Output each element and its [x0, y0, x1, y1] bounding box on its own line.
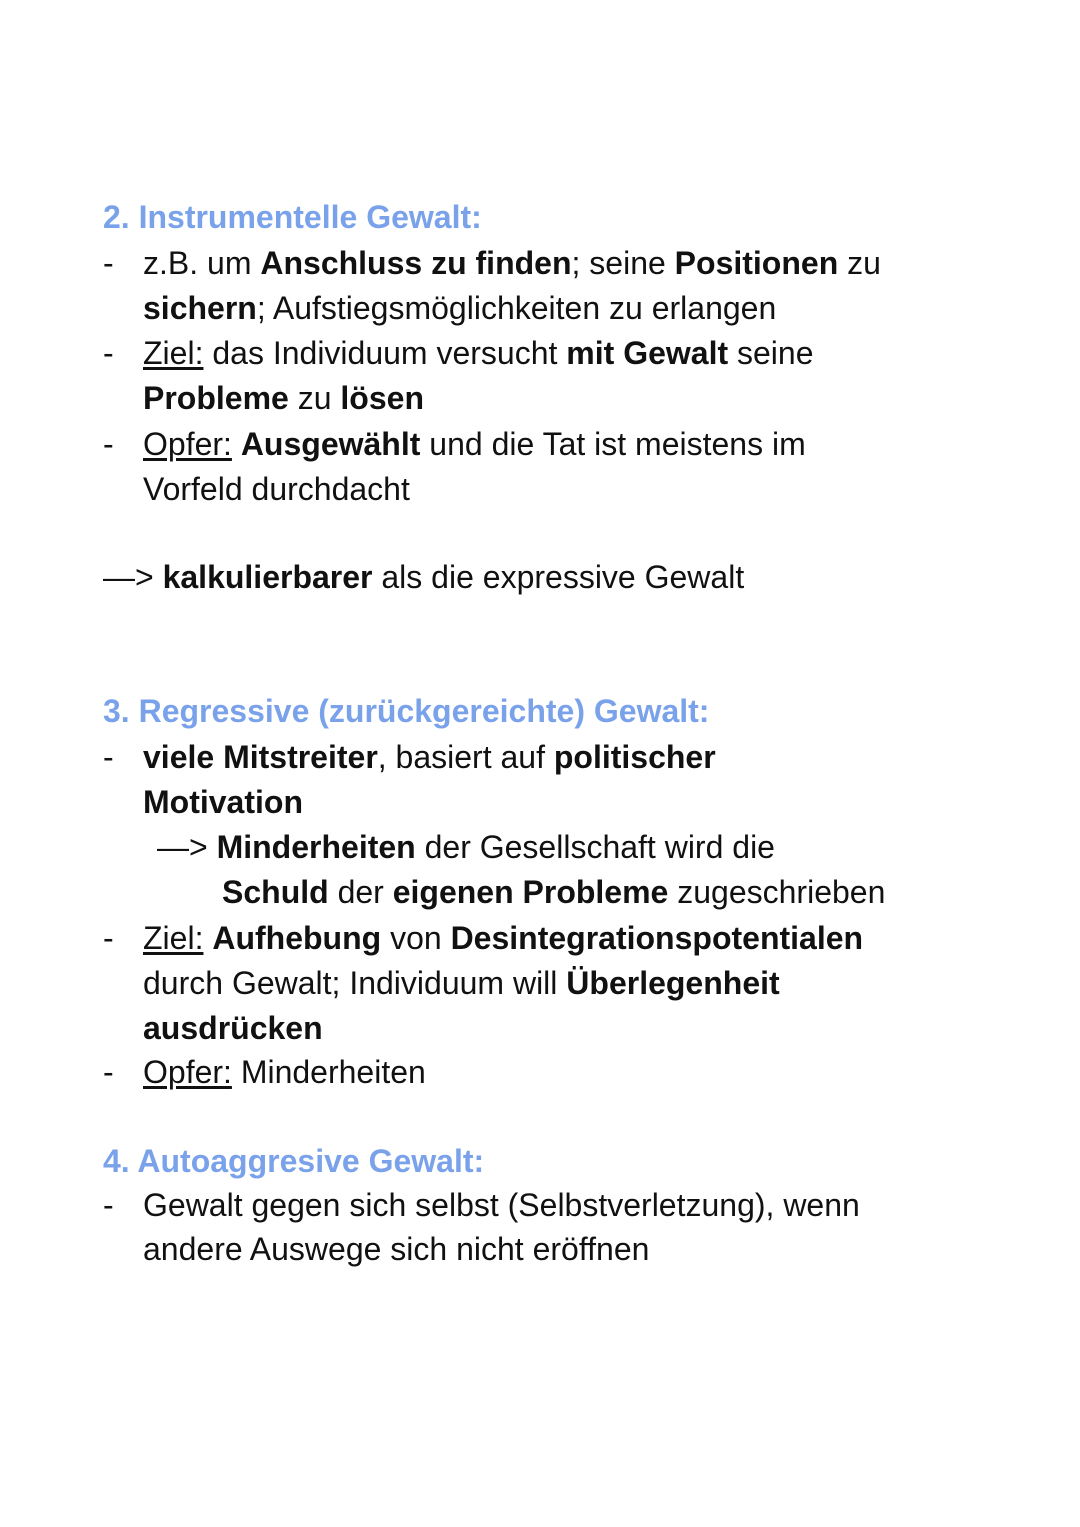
bullet-text-continued: Motivation — [143, 784, 303, 820]
section-heading-regressive: 3. Regressive (zurückgereichte) Gewalt: — [103, 693, 710, 729]
bullet-dash: - — [103, 335, 114, 371]
bullet-text-continued: Probleme zu lösen — [143, 380, 424, 416]
bullet-text-continued: sichern; Aufstiegsmöglichkeiten zu erlangen — [143, 290, 777, 326]
section-heading-instrumental: 2. Instrumentelle Gewalt: — [103, 199, 482, 235]
conclusion-arrow-line: —> kalkulierbarer als die expressive Gewalt — [103, 559, 745, 595]
bullet-dash: - — [103, 245, 114, 281]
sub-arrow-line-continued: Schuld der eigenen Probleme zugeschrieben — [222, 874, 886, 910]
bullet-text: Gewalt gegen sich selbst (Selbstverletzung), wenn — [143, 1187, 860, 1223]
bullet-text-ziel: Ziel: Aufhebung von Desintegrationspotentialen — [143, 920, 864, 956]
bullet-text: viele Mitstreiter, basiert auf politischer — [143, 739, 716, 775]
bullet-text: z.B. um Anschluss zu finden; seine Positionen zu — [143, 245, 881, 281]
bullet-text-continued: Vorfeld durchdacht — [143, 471, 410, 507]
sub-arrow-line: —> Minderheiten der Gesellschaft wird die — [157, 829, 775, 865]
bullet-dash: - — [103, 426, 114, 462]
bullet-text-continued: durch Gewalt; Individuum will Überlegenheit — [143, 965, 780, 1001]
bullet-dash: - — [103, 920, 114, 956]
section-heading-autoaggressive: 4. Autoaggresive Gewalt: — [103, 1143, 485, 1179]
bullet-dash: - — [103, 739, 114, 775]
bullet-text-ziel: Ziel: das Individuum versucht mit Gewalt seine — [143, 335, 814, 371]
bullet-text-continued: andere Auswege sich nicht eröffnen — [143, 1231, 650, 1267]
bullet-dash: - — [103, 1054, 114, 1090]
bullet-text-opfer: Opfer: Ausgewählt und die Tat ist meistens im — [143, 426, 806, 462]
bullet-text-continued: ausdrücken — [143, 1010, 323, 1046]
bullet-text-opfer: Opfer: Minderheiten — [143, 1054, 426, 1090]
bullet-dash: - — [103, 1187, 114, 1223]
